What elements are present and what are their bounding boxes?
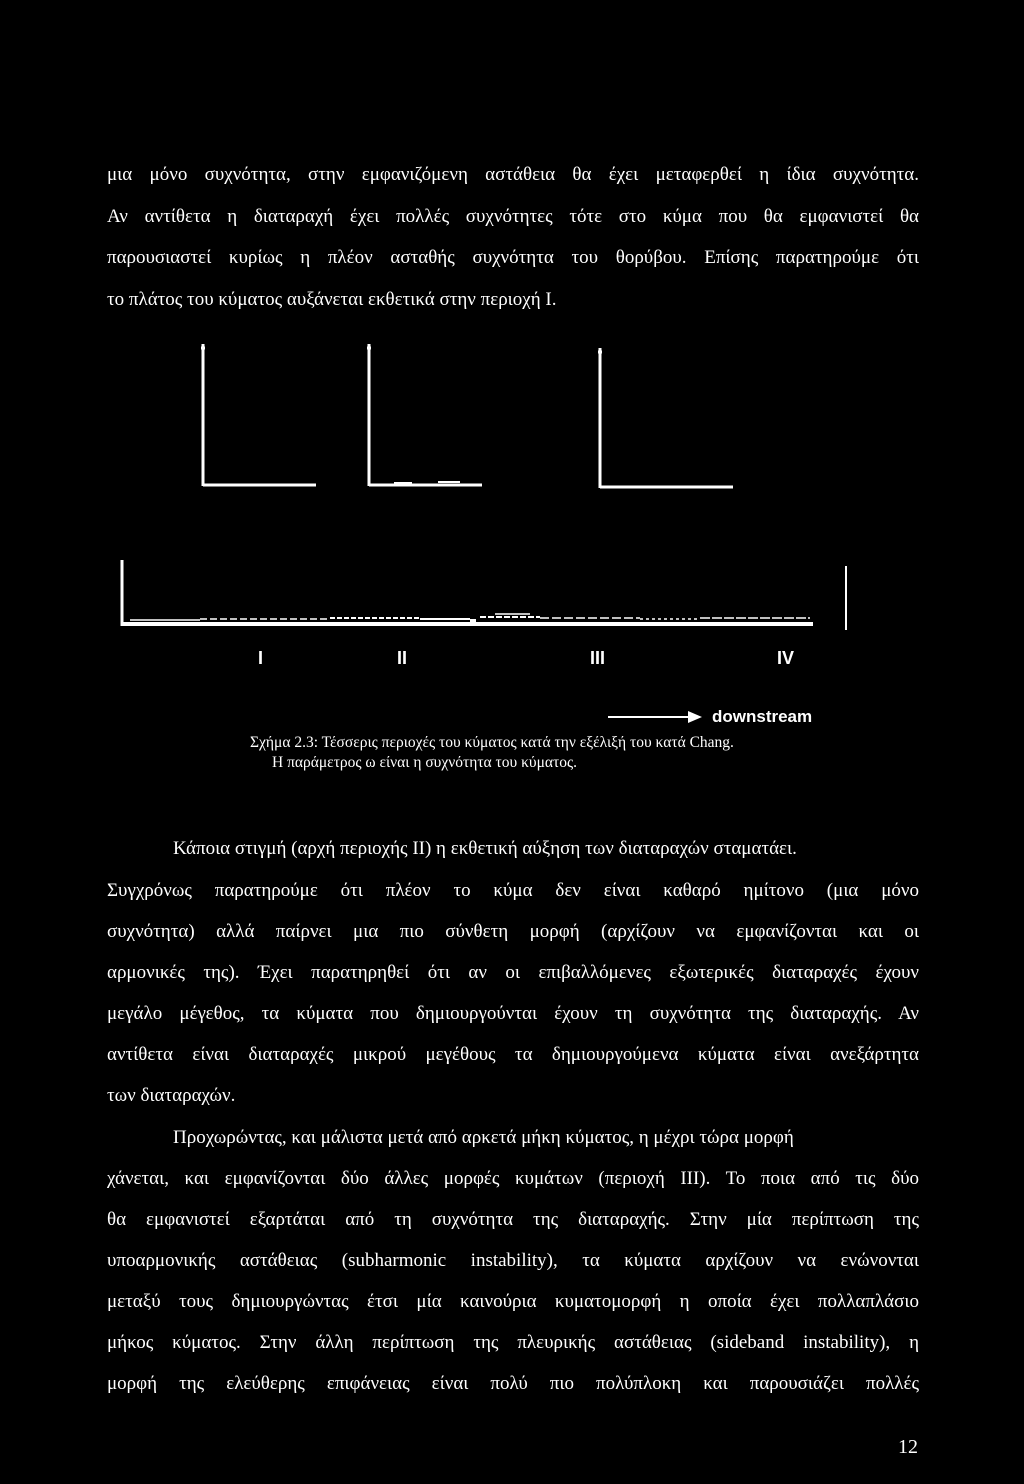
text-line: το πλάτος του κύματος αυξάνεται εκθετικά στην περιοχή I.	[107, 289, 557, 310]
text-line: μορφή της ελεύθερης επιφάνειας είναι πολύ πιο πολύπλοκη και παρουσιάζει πολλές	[107, 1373, 919, 1394]
region-label-ii: II	[397, 648, 408, 668]
wave-regions-figure	[0, 330, 1024, 730]
text-line: των διαταραχών.	[107, 1085, 236, 1106]
text-line: θα εμφανιστεί εξαρτάται από τη συχνότητα της διαταραχής. Στην μία περίπτωση της	[107, 1209, 919, 1230]
text-line: συχνότητα) αλλά παίρνει μια πιο σύνθετη μορφή (αρχίζουν να εμφανίζονται και οι	[107, 921, 919, 942]
downstream-arrow	[608, 711, 702, 723]
wave-train	[122, 560, 846, 630]
text-line: μεγάλο μέγεθος, τα κύματα που δημιουργούνται έχουν τη συχνότητα της διαταραχής. Αν	[107, 1003, 919, 1024]
spectrum-region-ii	[367, 344, 482, 486]
region-label-iv: IV	[777, 648, 795, 668]
figure-caption-line: Η παράμετρος ω είναι η συχνότητα του κύματος.	[272, 754, 577, 771]
spectrum-region-iii	[598, 348, 733, 488]
page-number: 12	[898, 1436, 918, 1458]
text-line: υποαρμονικής αστάθειας (subharmonic instability), τα κύματα αρχίζουν να ενώνονται	[107, 1250, 919, 1271]
text-line: Αν αντίθετα η διαταραχή έχει πολλές συχνότητες τότε στο κύμα που θα εμφανιστεί θα	[107, 206, 919, 227]
text-line: αρμονικές της). Έχει παρατηρηθεί ότι αν οι επιβαλλόμενες εξωτερικές διαταραχές έχουν	[107, 962, 919, 983]
text-line: χάνεται, και εμφανίζονται δύο άλλες μορφές κυμάτων (περιοχή III). Το ποια από τις δύο	[107, 1168, 919, 1189]
text-line: παρουσιαστεί κυρίως η πλέον ασταθής συχνότητα του θορύβου. Επίσης παρατηρούμε ότι	[107, 247, 919, 268]
text-line: Προχωρώντας, και μάλιστα μετά από αρκετά μήκη κύματος, η μέχρι τώρα μορφή	[173, 1127, 794, 1148]
region-label-i: I	[258, 648, 264, 668]
text-line: μια μόνο συχνότητα, στην εμφανιζόμενη αστάθεια θα έχει μεταφερθεί η ίδια συχνότητα.	[107, 164, 919, 185]
text-line: Συγχρόνως παρατηρούμε ότι πλέον το κύμα δεν είναι καθαρό ημίτονο (μια μόνο	[107, 880, 919, 901]
text-line: αντίθετα είναι διαταραχές μικρού μεγέθους τα δημιουργούμενα κύματα είναι ανεξάρτητα	[107, 1044, 919, 1065]
text-line: Κάποια στιγμή (αρχή περιοχής II) η εκθετική αύξηση των διαταραχών σταματάει.	[173, 838, 797, 859]
downstream-label: downstream	[712, 707, 813, 726]
spectrum-region-i	[201, 344, 316, 486]
text-line: μήκος κύματος. Στην άλλη περίπτωση της πλευρικής αστάθειας (sideband instability), η	[107, 1332, 919, 1353]
region-label-iii: III	[590, 648, 606, 668]
figure-caption-line: Σχήμα 2.3: Τέσσερις περιοχές του κύματος κατά την εξέλιξή του κατά Chang.	[250, 734, 734, 751]
text-line: μεταξύ τους δημιουργώντας έτσι μία καινούρια κυματομορφή η οποία έχει πολλαπλάσιο	[107, 1291, 919, 1312]
